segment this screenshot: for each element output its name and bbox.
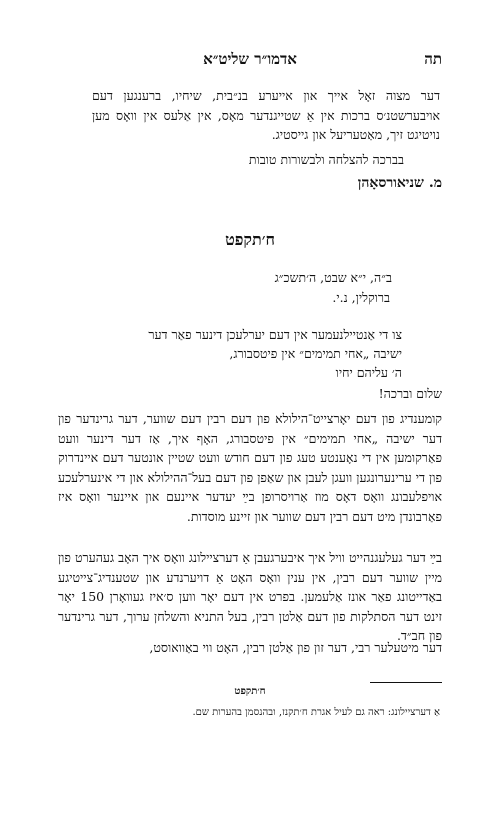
letter2-greeting: שלום וברכה! bbox=[378, 386, 442, 401]
letter2-place: ברוקלין, נ.י. bbox=[332, 290, 390, 305]
letter1-blessing: בברכה להצלחה ולבשורות טובות bbox=[248, 152, 404, 167]
footnote-heading: ח׳תקפט bbox=[234, 686, 266, 697]
letter2-address-line: ישיבה „אחי תמימים״ אין פיטסבורג, bbox=[229, 346, 402, 361]
letter2-date: ב״ה, י״א שבט, ה׳תשכ״ג bbox=[274, 270, 392, 285]
footnote-divider bbox=[370, 682, 442, 683]
letter2-number: ח׳תקפט bbox=[225, 230, 275, 249]
footnote-text: אַ דערציילונג: ראה גם לעיל אגרת ח׳תקנז, ובהנסמן בהערות שם. bbox=[192, 707, 440, 718]
letter2-address-line: צו די אַנטיילנעמער אין דעם יערלעכן דינער פאַר דער bbox=[148, 327, 402, 342]
letter2-paragraph: דער מיטעלער רבי, דער זון פון אַלטן רבין, האָט ווי באַוואוסט, bbox=[149, 640, 442, 655]
letter1-signature: מ. שניאורסאָהן bbox=[357, 175, 442, 191]
page-number: תה bbox=[424, 50, 442, 68]
running-header-title: אדמו״ר שליט״א bbox=[203, 50, 297, 68]
letter2-address-line: ה׳ עליהם יחיו bbox=[335, 365, 402, 380]
letter2-paragraph: בײַ דער געלעגנהייט וויל איך איבערגעבן אַ דערציילונג וואָס איך האָב געהערט פון מיין שווער דעם רבין, אין ענין וואָס האָט אַ דויערנדע און שטענדיג־צייטיגע באַדייטונג פאַר אונז אַלעמען. בפרט אין דעם יאָר ווען ס׳איז געוואָרן 150 יאָר זינט דער הסתלקות פון דעם אַלטן רבין, בעל התניא והשלחן ערוך, דער גרינדער פון חב״ד. bbox=[58, 550, 442, 643]
letter2-paragraph: קומענדיג פון דעם יאָרצייט־הילולא פון דעם רבין דעם שווער, דער גרינדער פון דער ישיבה „אחי תמימים״ אין פיטסבורג, האָף איך, אַז דער דינער וועט פאַרקומען אין די נאָענטע טעג פון דעם חודש וועט שטיין אונטער דעם איינדרוק פון די ערינערונגען וועגן לעבן און שאַפן פון דעם בעל־ההילולא און די אינערלעכע אויפלעבונג וואָס דאָס מוז אַרויסרופן בײַ יעדער איינעם און איינער וואָס איז פאַרבונדן מיט דעם רבין דעם שווער און זיינע מוסדות. bbox=[58, 411, 442, 524]
letter1-closing-paragraph: דער מצוה זאָל אייך און אייערע בנ״בית, שיחיו, ברענגען דעם אויבערשטנ׳ס ברכות אין אַ שטייגנדער מאָס, אין אַלעס אין וואָס מען נויטיגט זיך, מאַטעריעל און גייסטיג. bbox=[92, 88, 440, 142]
